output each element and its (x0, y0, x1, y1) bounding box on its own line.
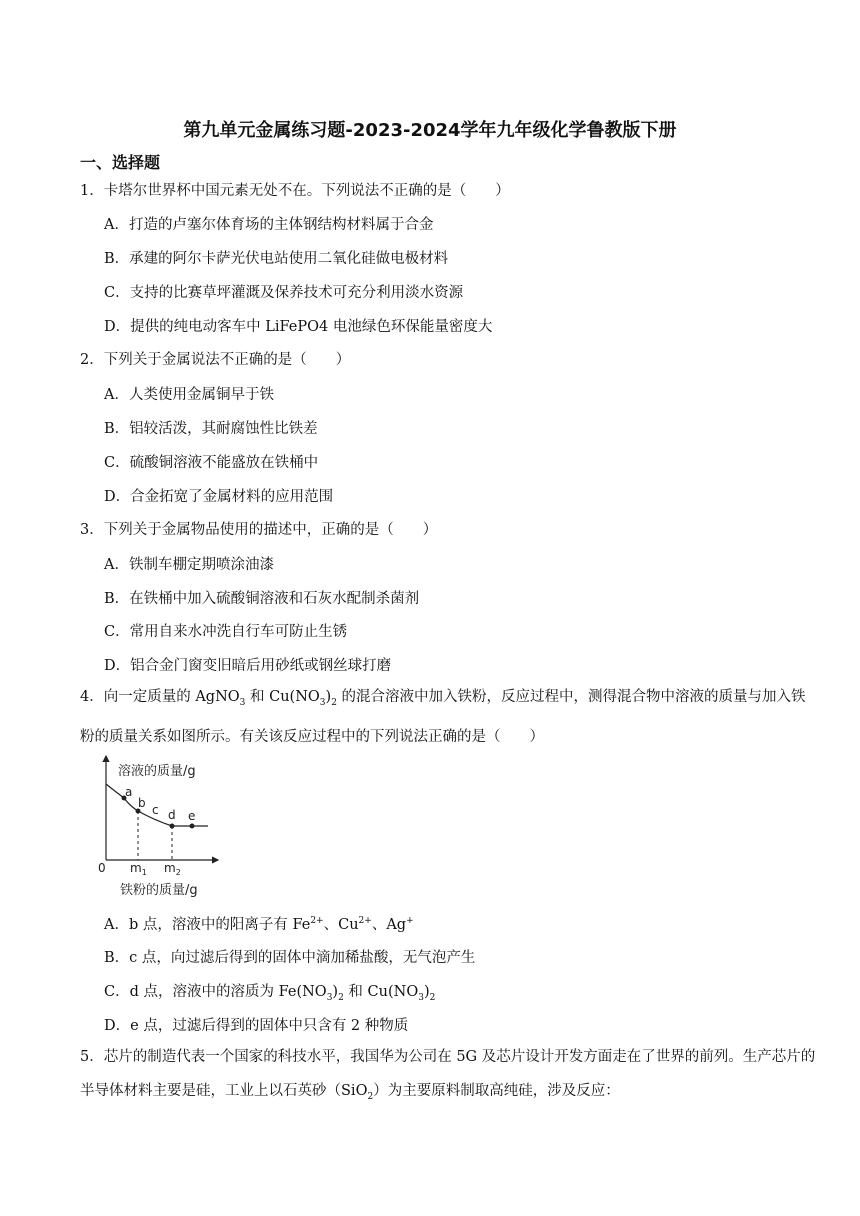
question-3-stem: 3．下列关于金属物品使用的描述中，正确的是（ ） (80, 522, 438, 538)
question-2-stem: 2．下列关于金属说法不正确的是（ ） (80, 352, 351, 368)
question-2-option-a: A．人类使用金属铜早于铁 (104, 387, 274, 403)
question-2-option-b: B．铝较活泼，其耐腐蚀性比铁差 (104, 421, 318, 437)
m1-label: $m_1$ (130, 861, 147, 877)
question-1-option-d: D．提供的纯电动客车中 LiFePO4 电池绿色环保能量密度大 (104, 319, 493, 335)
point-d-marker (170, 824, 175, 829)
question-4-option-a: A．b 点，溶液中的阳离子有 $Fe^{2+}$、$Cu^{2+}$、Ag+ (104, 916, 414, 933)
question-1-option-b: B．承建的阿尔卡萨光伏电站使用二氧化硅做电极材料 (104, 251, 449, 267)
question-4-option-b: B．c 点，向过滤后得到的固体中滴加稀盐酸，无气泡产生 (104, 950, 476, 966)
question-1-option-c: C．支持的比赛草坪灌溉及保养技术可充分利用淡水资源 (104, 285, 464, 301)
point-a-label: a (125, 785, 133, 799)
question-4-stem: 4．向一定质量的 AgNO$_3$ 和 $Cu(NO_3)_2$ 的混合溶液中加入铁粉，反应过程中，测得混合物中溶液的质量与加入铁粉的质量关系如图所示。有关该反应过程中的下列说法正确的是（ ） (80, 689, 806, 745)
x-axis-label: 铁粉的质量/g (120, 883, 198, 898)
question-5-stem: 5．芯片的制造代表一个国家的科技水平，我国华为公司在 5G 及芯片设计开发方面走在了世界的前列。生产芯片的半导体材料主要是硅，工业上以石英砂（SiO$_2$）为主要原料制取高纯硅，涉及反应： (80, 1049, 816, 1102)
page-title: 第九单元金属练习题-2023-2024学年九年级化学鲁教版下册 (183, 120, 677, 141)
question-3-option-b: B．在铁桶中加入硫酸铜溶液和石灰水配制杀菌剂 (104, 591, 420, 607)
solution-mass-graph (96, 752, 236, 900)
question-2-option-d: D．合金拓宽了金属材料的应用范围 (104, 489, 334, 505)
question-1-stem: 1．卡塔尔世界杯中国元素无处不在。下列说法不正确的是（ ） (80, 183, 510, 199)
section-title: 一、选择题 (80, 153, 161, 172)
question-4-option-c: C．d 点，溶液中的溶质为 $Fe(NO_3)_2$ 和 $Cu(NO_3)_2$ (104, 984, 436, 1003)
question-4-option-d: D．e 点，过滤后得到的固体中只含有 2 种物质 (104, 1018, 409, 1034)
m2-label: $m_2$ (164, 861, 181, 877)
point-d-label: d (168, 808, 176, 822)
y-axis-label: 溶液的质量/g (118, 764, 196, 779)
question-2-option-c: C．硫酸铜溶液不能盛放在铁桶中 (104, 455, 319, 471)
origin-label: 0 (98, 861, 106, 875)
point-b-label: b (138, 796, 146, 810)
question-1-option-a: A．打造的卢塞尔体育场的主体钢结构材料属于合金 (104, 217, 434, 233)
point-e-marker (190, 824, 195, 829)
question-3-option-d: D．铝合金门窗变旧暗后用砂纸或钢丝球打磨 (104, 658, 392, 674)
question-3-option-c: C．常用自来水冲洗自行车可防止生锈 (104, 624, 348, 640)
point-e-label: e (188, 809, 196, 823)
question-3-option-a: A．铁制车棚定期喷涂油漆 (104, 557, 274, 573)
point-c-label: c (152, 803, 159, 817)
